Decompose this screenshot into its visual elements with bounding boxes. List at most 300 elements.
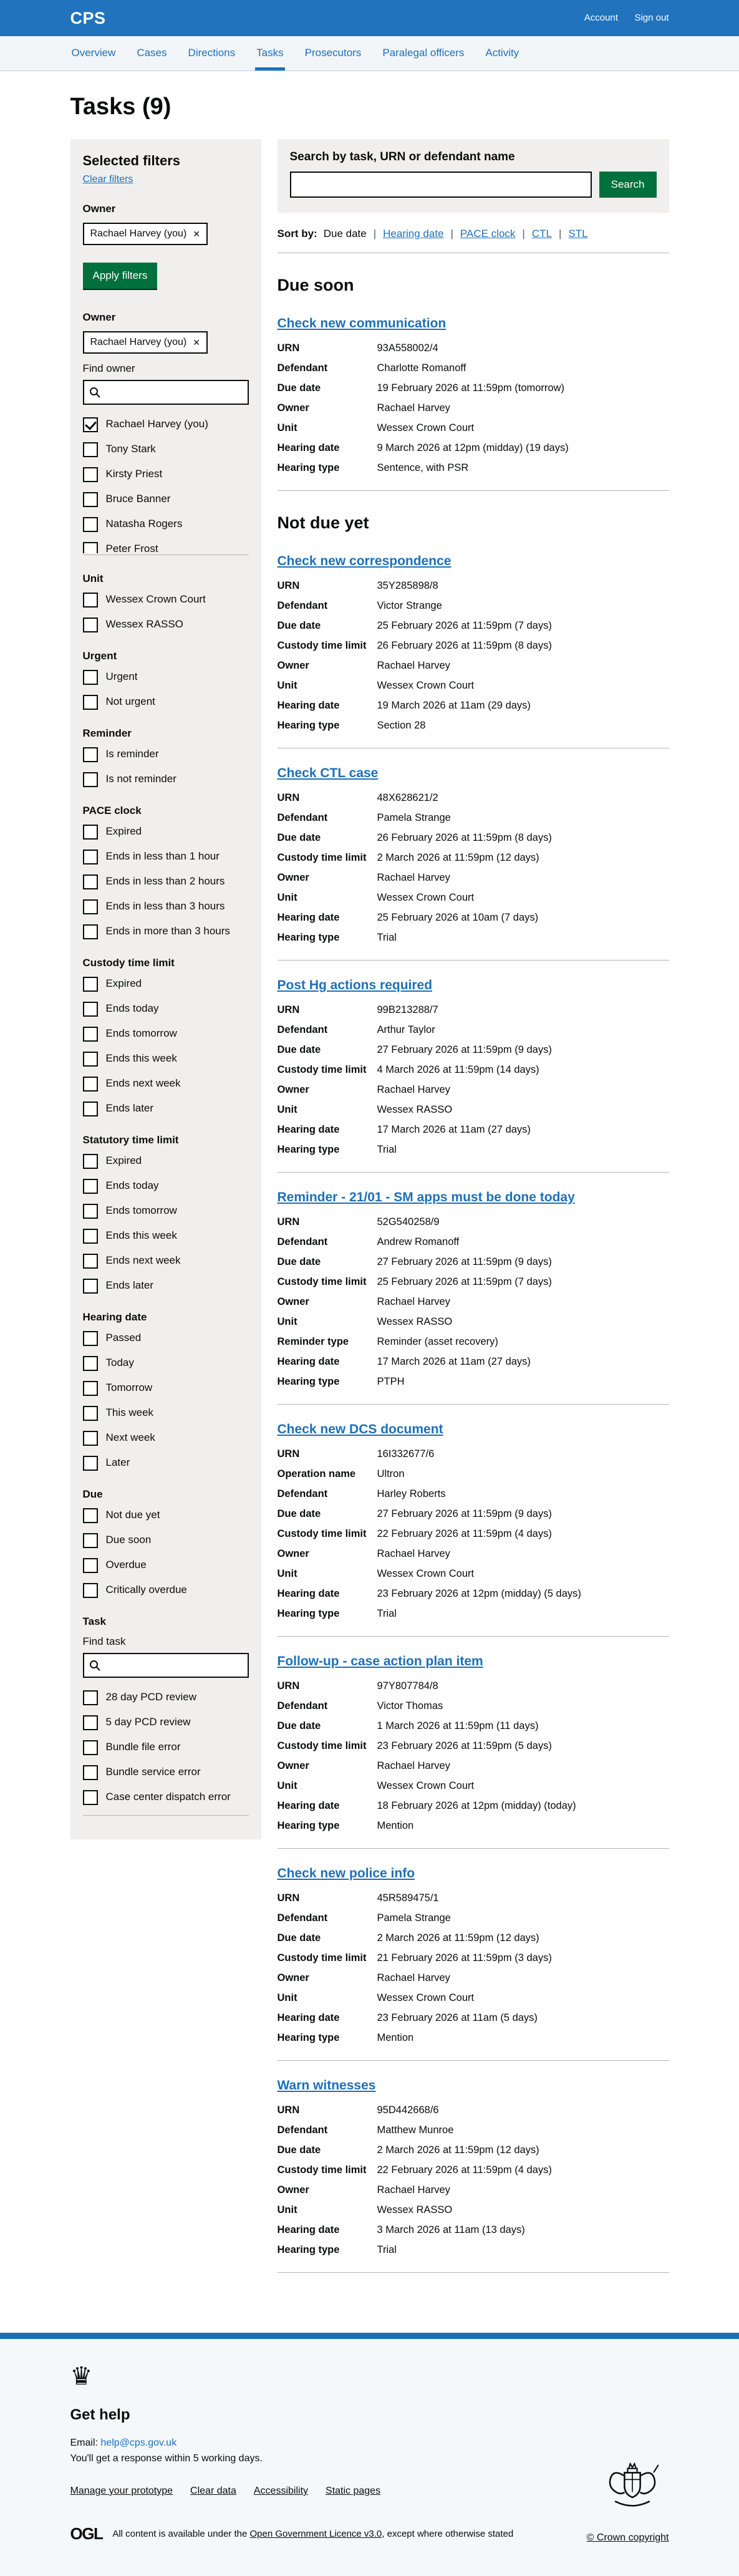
filter-option-owner-bruce-banner xyxy=(83,492,249,507)
detail-value-due-date: 2 March 2026 at 11:59pm (12 days) xyxy=(377,2144,539,2156)
detail-value-owner: Rachael Harvey xyxy=(377,2184,450,2196)
checkbox-hearing-date-this-week[interactable] xyxy=(83,1406,98,1421)
detail-value-due-date: 27 February 2026 at 11:59pm (9 days) xyxy=(377,1508,552,1519)
filter-option-urgent-urgent xyxy=(83,670,249,685)
nav-item-overview[interactable]: Overview xyxy=(71,47,116,59)
checkbox-unit-wessex-crown-court[interactable] xyxy=(83,593,98,608)
detail-label-hearing-date: Hearing date xyxy=(277,442,340,453)
tasks-column xyxy=(278,139,669,2273)
find-input-task[interactable] xyxy=(83,1653,249,1678)
sort-separator: | xyxy=(450,228,453,240)
detail-label-owner: Owner xyxy=(277,1760,309,1771)
nav-item-directions[interactable]: Directions xyxy=(188,47,236,59)
detail-value-urn: 97Y807784/8 xyxy=(377,1680,438,1692)
checkbox-label: Wessex RASSO xyxy=(105,618,183,630)
task-card xyxy=(278,1405,669,1637)
filter-option-owner-peter-frost xyxy=(83,542,249,553)
detail-label-defendant: Defendant xyxy=(277,1024,328,1035)
filter-options-hearing-date xyxy=(83,1331,249,1471)
filter-option-hearing-date-today xyxy=(83,1356,249,1371)
detail-label-defendant: Defendant xyxy=(277,1488,328,1499)
checkbox-task-28-day-pcd-review[interactable] xyxy=(83,1690,98,1705)
response-time-note: You'll get a response within 5 working days. xyxy=(70,2453,263,2464)
filter-option-task-28-day-pcd-review xyxy=(83,1690,249,1705)
checkbox-custody-time-limit-ends-this-week[interactable] xyxy=(83,1052,98,1067)
sort-link-hearing-date[interactable]: Hearing date xyxy=(383,228,444,240)
detail-value-due-date: 1 March 2026 at 11:59pm (11 days) xyxy=(377,1720,539,1731)
task-details xyxy=(278,1892,669,2044)
footer-link-clear-data[interactable]: Clear data xyxy=(190,2486,236,2496)
footer-links xyxy=(70,2486,514,2497)
sort-separator: | xyxy=(558,228,562,240)
find-label-task: Find task xyxy=(82,1635,126,1647)
checkbox-due-critically-overdue[interactable] xyxy=(83,1583,98,1598)
checkbox-label: Natasha Rogers xyxy=(105,518,183,530)
detail-label-unit: Unit xyxy=(277,2204,297,2215)
task-card xyxy=(278,748,669,961)
detail-value-hearing-type: Sentence, with PSR xyxy=(377,462,469,473)
filter-option-statutory-time-limit-ends-this-week xyxy=(83,1229,249,1244)
ogl-license-link[interactable]: Open Government Licence v3.0 xyxy=(249,2529,382,2539)
list-divider xyxy=(83,1815,249,1816)
checkbox-label: Ends today xyxy=(105,1179,159,1191)
task-link-follow-up-case-action-plan-item[interactable]: Follow-up - case action plan item xyxy=(277,1654,483,1668)
filter-options-reminder xyxy=(83,747,249,787)
task-card xyxy=(278,299,669,491)
detail-label-due-date: Due date xyxy=(277,2144,321,2156)
detail-label-hearing-date: Hearing date xyxy=(277,1124,340,1135)
checkbox-label: Ends next week xyxy=(105,1077,181,1089)
checkbox-label: Expired xyxy=(105,1155,142,1166)
checkbox-statutory-time-limit-ends-tomorrow[interactable] xyxy=(83,1204,98,1219)
detail-value-due-date: 2 March 2026 at 11:59pm (12 days) xyxy=(377,1932,539,1944)
detail-value-unit: Wessex Crown Court xyxy=(377,1780,475,1791)
main-content xyxy=(60,94,679,2273)
detail-value-operation-name: Ultron xyxy=(377,1468,405,1479)
detail-label-defendant: Defendant xyxy=(277,362,328,374)
checkbox-hearing-date-today[interactable] xyxy=(83,1356,98,1371)
account-link[interactable]: Account xyxy=(584,12,618,23)
filter-group-heading-custody-time-limit: Custody time limit xyxy=(82,957,175,969)
filter-option-pace-clock-expired xyxy=(83,825,249,840)
detail-label-unit: Unit xyxy=(277,680,297,691)
detail-value-urn: 52G540258/9 xyxy=(377,1216,440,1227)
checkbox-custody-time-limit-expired[interactable] xyxy=(83,977,98,992)
checkbox-label: Passed xyxy=(105,1332,142,1344)
detail-label-hearing-date: Hearing date xyxy=(277,1800,340,1811)
detail-value-urn: 48X628621/2 xyxy=(377,792,438,803)
detail-label-unit: Unit xyxy=(277,1104,297,1115)
checkbox-label: Ends in less than 1 hour xyxy=(105,850,220,862)
checkbox-label: Ends in less than 3 hours xyxy=(105,900,225,912)
filter-option-statutory-time-limit-ends-today xyxy=(83,1179,249,1194)
detail-label-hearing-type: Hearing type xyxy=(277,720,340,731)
footer-link-manage-your-prototype[interactable]: Manage your prototype xyxy=(70,2486,173,2496)
checkbox-label: Ends tomorrow xyxy=(105,1204,177,1216)
detail-value-hearing-type: PTPH xyxy=(377,1376,405,1387)
detail-label-custody-time-limit: Custody time limit xyxy=(277,852,367,863)
filter-group-heading-pace-clock: PACE clock xyxy=(82,805,142,816)
checkbox-label: Bundle file error xyxy=(105,1741,181,1753)
detail-value-unit: Wessex Crown Court xyxy=(377,1568,475,1579)
detail-label-hearing-date: Hearing date xyxy=(277,1588,340,1599)
checkbox-unit-wessex-rasso[interactable] xyxy=(83,617,98,632)
checkbox-pace-clock-ends-in-less-than-1-hour[interactable] xyxy=(83,850,98,864)
selected-filter-tag xyxy=(83,331,208,354)
checkbox-statutory-time-limit-expired[interactable] xyxy=(83,1154,98,1169)
task-details xyxy=(278,1680,669,1832)
detail-value-defendant: Charlotte Romanoff xyxy=(377,362,466,374)
task-divider xyxy=(278,490,669,491)
footer xyxy=(0,2333,739,2576)
checkbox-label: Later xyxy=(105,1456,130,1468)
detail-value-custody-time-limit: 26 February 2026 at 11:59pm (8 days) xyxy=(377,640,552,651)
filter-group-heading-reminder: Reminder xyxy=(82,727,132,739)
detail-value-defendant: Victor Strange xyxy=(377,600,442,611)
checkbox-label: Ends today xyxy=(105,1002,159,1014)
checkbox-owner-rachael-harvey-you[interactable] xyxy=(83,417,98,432)
detail-value-urn: 35Y285898/8 xyxy=(377,580,438,591)
filter-option-custody-time-limit-ends-this-week xyxy=(83,1052,249,1067)
checkbox-reminder-is-reminder[interactable] xyxy=(83,747,98,762)
checkbox-task-bundle-file-error[interactable] xyxy=(83,1740,98,1755)
detail-label-defendant: Defendant xyxy=(277,1912,328,1924)
detail-label-hearing-date: Hearing date xyxy=(277,1356,340,1367)
checkbox-label: 28 day PCD review xyxy=(105,1691,197,1703)
task-link-check-new-communication[interactable]: Check new communication xyxy=(277,316,447,331)
detail-value-urn: 45R589475/1 xyxy=(377,1892,439,1904)
checkbox-due-overdue[interactable] xyxy=(83,1558,98,1573)
filter-option-task-bundle-file-error xyxy=(83,1740,249,1755)
detail-value-due-date: 26 February 2026 at 11:59pm (8 days) xyxy=(377,832,552,843)
filter-option-pace-clock-ends-in-less-than-2-hours xyxy=(83,874,249,889)
detail-value-custody-time-limit: 25 February 2026 at 11:59pm (7 days) xyxy=(377,1276,552,1287)
checkbox-label: Ends this week xyxy=(105,1052,177,1064)
filter-option-owner-tony-stark xyxy=(83,442,249,457)
sort-link-ctl[interactable]: CTL xyxy=(531,228,552,240)
detail-label-hearing-type: Hearing type xyxy=(277,932,340,943)
detail-label-hearing-type: Hearing type xyxy=(277,1608,340,1619)
checkbox-due-not-due-yet[interactable] xyxy=(83,1508,98,1523)
filter-options-pace-clock xyxy=(83,825,249,939)
filter-option-custody-time-limit-ends-later xyxy=(83,1102,249,1116)
detail-value-owner: Rachael Harvey xyxy=(377,660,450,671)
checkbox-label: Due soon xyxy=(105,1534,152,1546)
detail-value-hearing-type: Trial xyxy=(377,932,397,943)
task-link-reminder-21-01-sm-apps-must-be-done-today[interactable]: Reminder - 21/01 - SM apps must be done today xyxy=(277,1190,575,1204)
detail-value-owner: Rachael Harvey xyxy=(377,872,450,883)
help-email-line xyxy=(70,2438,514,2449)
checkbox-label: Ends later xyxy=(105,1102,154,1114)
task-details xyxy=(278,342,669,474)
checkbox-custody-time-limit-ends-today[interactable] xyxy=(83,1002,98,1017)
filter-group-heading-statutory-time-limit: Statutory time limit xyxy=(82,1134,179,1146)
detail-value-hearing-type: Mention xyxy=(377,1820,414,1831)
checkbox-owner-kirsty-priest[interactable] xyxy=(83,467,98,482)
checkbox-hearing-date-tomorrow[interactable] xyxy=(83,1381,98,1396)
detail-label-unit: Unit xyxy=(277,1316,297,1327)
detail-value-unit: Wessex RASSO xyxy=(377,1316,453,1327)
filter-option-reminder-is-not-reminder xyxy=(83,772,249,787)
detail-label-urn: URN xyxy=(277,580,300,591)
task-details xyxy=(278,1004,669,1156)
ogl-license-text: All content is available under the Open Government Licence v3.0, except where otherwise stated xyxy=(112,2529,514,2539)
search-input[interactable] xyxy=(290,172,592,198)
checkbox-label: Tomorrow xyxy=(105,1382,153,1393)
filter-group-heading-due: Due xyxy=(82,1488,103,1500)
remove-filter-icon[interactable]: ✕ xyxy=(193,337,200,347)
task-link-check-ctl-case[interactable]: Check CTL case xyxy=(277,766,379,780)
checkbox-owner-bruce-banner[interactable] xyxy=(83,492,98,507)
footer-link-static-pages[interactable]: Static pages xyxy=(326,2486,381,2496)
checkbox-pace-clock-ends-in-less-than-2-hours[interactable] xyxy=(83,874,98,889)
filter-option-custody-time-limit-ends-today xyxy=(83,1002,249,1017)
detail-value-due-date: 27 February 2026 at 11:59pm (9 days) xyxy=(377,1044,552,1055)
detail-label-hearing-date: Hearing date xyxy=(277,2012,340,2023)
checkbox-label: Ends tomorrow xyxy=(105,1027,177,1039)
filters-sidebar xyxy=(70,139,261,1839)
detail-value-owner: Rachael Harvey xyxy=(377,1084,450,1095)
task-card xyxy=(278,961,669,1173)
section-heading-not-due-yet: Not due yet xyxy=(277,513,369,532)
ogl-license-row xyxy=(70,2524,514,2544)
checkbox-label: Today xyxy=(105,1357,134,1368)
detail-label-hearing-type: Hearing type xyxy=(277,2032,340,2043)
checkbox-custody-time-limit-ends-next-week[interactable] xyxy=(83,1077,98,1092)
detail-value-urn: 16I332677/6 xyxy=(377,1448,435,1460)
checkbox-label: Ends in more than 3 hours xyxy=(105,925,230,937)
checkbox-statutory-time-limit-ends-later[interactable] xyxy=(83,1279,98,1294)
nav-item-tasks[interactable]: Tasks xyxy=(255,36,284,70)
nav-item-paralegal-officers[interactable]: Paralegal officers xyxy=(382,47,465,59)
detail-value-unit: Wessex Crown Court xyxy=(377,892,475,903)
clear-filters-link[interactable]: Clear filters xyxy=(82,174,133,185)
detail-label-reminder-type: Reminder type xyxy=(277,1336,349,1347)
detail-value-hearing-date: 25 February 2026 at 10am (7 days) xyxy=(377,912,539,923)
detail-value-unit: Wessex Crown Court xyxy=(377,1992,475,2003)
task-link-check-new-dcs-document[interactable]: Check new DCS document xyxy=(277,1422,443,1436)
checkbox-hearing-date-next-week[interactable] xyxy=(83,1431,98,1446)
detail-label-defendant: Defendant xyxy=(277,600,328,611)
sort-separator: | xyxy=(373,228,377,240)
checkbox-urgent-not-urgent[interactable] xyxy=(83,695,98,710)
detail-value-defendant: Andrew Romanoff xyxy=(377,1236,460,1247)
detail-value-custody-time-limit: 4 March 2026 at 11:59pm (14 days) xyxy=(377,1064,539,1075)
checkbox-hearing-date-passed[interactable] xyxy=(83,1331,98,1346)
nav-item-activity[interactable]: Activity xyxy=(485,47,519,59)
filter-option-pace-clock-ends-in-more-than-3-hours xyxy=(83,924,249,939)
search-panel xyxy=(278,139,669,213)
find-input-owner[interactable] xyxy=(83,380,249,405)
brand-logo[interactable]: CPS xyxy=(70,8,106,27)
detail-label-urn: URN xyxy=(277,1004,300,1015)
nav-item-cases[interactable]: Cases xyxy=(137,47,167,59)
filter-option-due-overdue xyxy=(83,1558,249,1573)
apply-filters-button[interactable]: Apply filters xyxy=(83,263,158,289)
filter-options-owner xyxy=(83,417,249,553)
detail-value-defendant: Pamela Strange xyxy=(377,812,451,823)
detail-value-custody-time-limit: 21 February 2026 at 11:59pm (3 days) xyxy=(377,1952,552,1963)
filter-option-reminder-is-reminder xyxy=(83,747,249,762)
detail-label-custody-time-limit: Custody time limit xyxy=(277,1952,367,1963)
filter-option-urgent-not-urgent xyxy=(83,695,249,710)
selected-filter-group-label: Owner xyxy=(82,203,116,215)
checkbox-pace-clock-expired[interactable] xyxy=(83,825,98,840)
checkbox-label: Peter Frost xyxy=(105,543,158,553)
checkbox-statutory-time-limit-ends-next-week[interactable] xyxy=(83,1254,98,1269)
footer-link-accessibility[interactable]: Accessibility xyxy=(253,2486,309,2496)
selected-filter-tag xyxy=(83,223,208,245)
detail-label-urn: URN xyxy=(277,1216,300,1227)
selected-filter-tag-label: Rachael Harvey (you) xyxy=(90,337,187,347)
search-label: Search by task, URN or defendant name xyxy=(289,150,515,163)
royal-arms-icon xyxy=(596,2451,669,2514)
task-link-warn-witnesses[interactable]: Warn witnesses xyxy=(277,2078,376,2093)
checkbox-label: Ends in less than 2 hours xyxy=(105,875,225,887)
detail-value-unit: Wessex Crown Court xyxy=(377,422,475,433)
detail-label-due-date: Due date xyxy=(277,1256,321,1267)
filter-option-pace-clock-ends-in-less-than-1-hour xyxy=(83,850,249,864)
detail-value-hearing-date: 18 February 2026 at 12pm (midday) (today) xyxy=(377,1800,576,1811)
checkbox-task-5-day-pcd-review[interactable] xyxy=(83,1715,98,1730)
task-details xyxy=(278,1216,669,1388)
detail-label-custody-time-limit: Custody time limit xyxy=(277,640,367,651)
detail-label-due-date: Due date xyxy=(277,620,321,631)
detail-label-defendant: Defendant xyxy=(277,1236,328,1247)
checkbox-label: This week xyxy=(105,1407,154,1418)
detail-label-hearing-date: Hearing date xyxy=(277,700,340,711)
detail-value-hearing-type: Trial xyxy=(377,1608,397,1619)
sort-link-pace-clock[interactable]: PACE clock xyxy=(460,228,516,240)
detail-value-owner: Rachael Harvey xyxy=(377,1760,450,1771)
filter-options-statutory-time-limit xyxy=(83,1154,249,1294)
sort-separator: | xyxy=(522,228,525,240)
checkbox-statutory-time-limit-ends-this-week[interactable] xyxy=(83,1229,98,1244)
primary-nav xyxy=(0,36,739,71)
checkbox-due-due-soon[interactable] xyxy=(83,1533,98,1548)
task-card xyxy=(278,1637,669,1849)
checkbox-label: Bruce Banner xyxy=(105,493,171,505)
detail-label-custody-time-limit: Custody time limit xyxy=(277,1740,367,1751)
checkbox-hearing-date-later[interactable] xyxy=(83,1456,98,1471)
task-card xyxy=(278,1173,669,1405)
detail-value-hearing-date: 17 March 2026 at 11am (27 days) xyxy=(377,1356,531,1367)
detail-value-owner: Rachael Harvey xyxy=(377,402,450,414)
filter-option-owner-natasha-rogers xyxy=(83,517,249,532)
checkbox-label: Case center dispatch error xyxy=(105,1791,231,1803)
task-details xyxy=(278,580,669,732)
checkbox-statutory-time-limit-ends-today[interactable] xyxy=(83,1179,98,1194)
detail-value-custody-time-limit: 22 February 2026 at 11:59pm (4 days) xyxy=(377,2164,552,2176)
find-input-wrap-owner xyxy=(83,380,249,405)
find-input-wrap-task xyxy=(83,1653,249,1678)
detail-value-defendant: Matthew Munroe xyxy=(377,2124,454,2136)
detail-label-owner: Owner xyxy=(277,872,309,883)
checkbox-owner-tony-stark[interactable] xyxy=(83,442,98,457)
checkbox-urgent-urgent[interactable] xyxy=(83,670,98,685)
filter-option-unit-wessex-crown-court xyxy=(83,593,249,608)
detail-value-defendant: Pamela Strange xyxy=(377,1912,451,1924)
checkbox-label: Rachael Harvey (you) xyxy=(105,418,208,430)
detail-value-due-date: 25 February 2026 at 11:59pm (7 days) xyxy=(377,620,552,631)
detail-label-owner: Owner xyxy=(277,402,309,414)
task-link-post-hg-actions-required[interactable]: Post Hg actions required xyxy=(277,978,433,992)
checkbox-pace-clock-ends-in-less-than-3-hours[interactable] xyxy=(83,899,98,914)
filter-options-urgent xyxy=(83,670,249,710)
filter-options-custody-time-limit xyxy=(83,977,249,1116)
nav-item-prosecutors[interactable]: Prosecutors xyxy=(304,47,362,59)
header-links xyxy=(571,12,669,24)
detail-value-unit: Wessex RASSO xyxy=(377,1104,453,1115)
detail-value-hearing-date: 19 March 2026 at 11am (29 days) xyxy=(377,700,531,711)
task-link-check-new-correspondence[interactable]: Check new correspondence xyxy=(277,554,452,568)
detail-label-unit: Unit xyxy=(277,1992,297,2003)
checkbox-task-case-center-dispatch-error[interactable] xyxy=(83,1790,98,1805)
sort-link-stl[interactable]: STL xyxy=(568,228,588,240)
checkbox-task-bundle-service-error[interactable] xyxy=(83,1765,98,1780)
checkbox-custody-time-limit-ends-tomorrow[interactable] xyxy=(83,1027,98,1042)
filter-option-hearing-date-later xyxy=(83,1456,249,1471)
filter-option-statutory-time-limit-ends-next-week xyxy=(83,1254,249,1269)
sort-current-due-date: Due date xyxy=(323,228,367,240)
filter-option-due-not-due-yet xyxy=(83,1508,249,1523)
detail-label-due-date: Due date xyxy=(277,832,321,843)
email-label: Email: xyxy=(70,2438,98,2448)
checkbox-label: Expired xyxy=(105,825,142,837)
detail-label-operation-name: Operation name xyxy=(277,1468,356,1479)
filter-option-custody-time-limit-ends-tomorrow xyxy=(83,1027,249,1042)
selected-filters-heading: Selected filters xyxy=(82,153,181,168)
checkbox-label: Not urgent xyxy=(105,695,155,707)
detail-label-custody-time-limit: Custody time limit xyxy=(277,1064,367,1075)
checkbox-reminder-is-not-reminder[interactable] xyxy=(83,772,98,787)
filter-option-statutory-time-limit-ends-later xyxy=(83,1279,249,1294)
detail-label-hearing-type: Hearing type xyxy=(277,2244,340,2255)
filter-option-due-critically-overdue xyxy=(83,1583,249,1598)
detail-value-hearing-date: 23 February 2026 at 11am (5 days) xyxy=(377,2012,538,2023)
filter-option-owner-kirsty-priest xyxy=(83,467,249,482)
task-link-check-new-police-info[interactable]: Check new police info xyxy=(277,1866,415,1881)
detail-value-due-date: 19 February 2026 at 11:59pm (tomorrow) xyxy=(377,382,565,394)
detail-value-hearing-date: 9 March 2026 at 12pm (midday) (19 days) xyxy=(377,442,569,453)
app-header xyxy=(0,0,739,36)
checkbox-pace-clock-ends-in-more-than-3-hours[interactable] xyxy=(83,924,98,939)
task-details xyxy=(278,1448,669,1620)
detail-value-defendant: Arthur Taylor xyxy=(377,1024,435,1035)
detail-label-defendant: Defendant xyxy=(277,2124,328,2136)
checkbox-custody-time-limit-ends-later[interactable] xyxy=(83,1102,98,1116)
get-help-heading: Get help xyxy=(70,2406,130,2423)
checkbox-label: Is not reminder xyxy=(105,773,176,785)
checkbox-label: Ends later xyxy=(105,1279,154,1291)
remove-filter-icon[interactable]: ✕ xyxy=(193,228,200,239)
checkbox-label: Urgent xyxy=(105,671,138,682)
help-email-link[interactable]: help@cps.gov.uk xyxy=(100,2438,177,2448)
checkbox-label: Critically overdue xyxy=(105,1584,187,1595)
detail-label-unit: Unit xyxy=(277,892,297,903)
task-divider xyxy=(278,2272,669,2273)
sort-bar xyxy=(278,228,669,240)
checkbox-owner-natasha-rogers[interactable] xyxy=(83,517,98,532)
signout-link[interactable]: Sign out xyxy=(634,12,669,23)
task-card xyxy=(278,2061,669,2273)
detail-label-custody-time-limit: Custody time limit xyxy=(277,1528,367,1539)
checkbox-owner-peter-frost[interactable] xyxy=(83,542,98,553)
filter-group-heading-urgent: Urgent xyxy=(82,650,117,662)
filter-group-heading-task: Task xyxy=(82,1615,106,1627)
crown-copyright-link[interactable]: © Crown copyright xyxy=(586,2532,669,2543)
search-button[interactable]: Search xyxy=(599,172,657,198)
